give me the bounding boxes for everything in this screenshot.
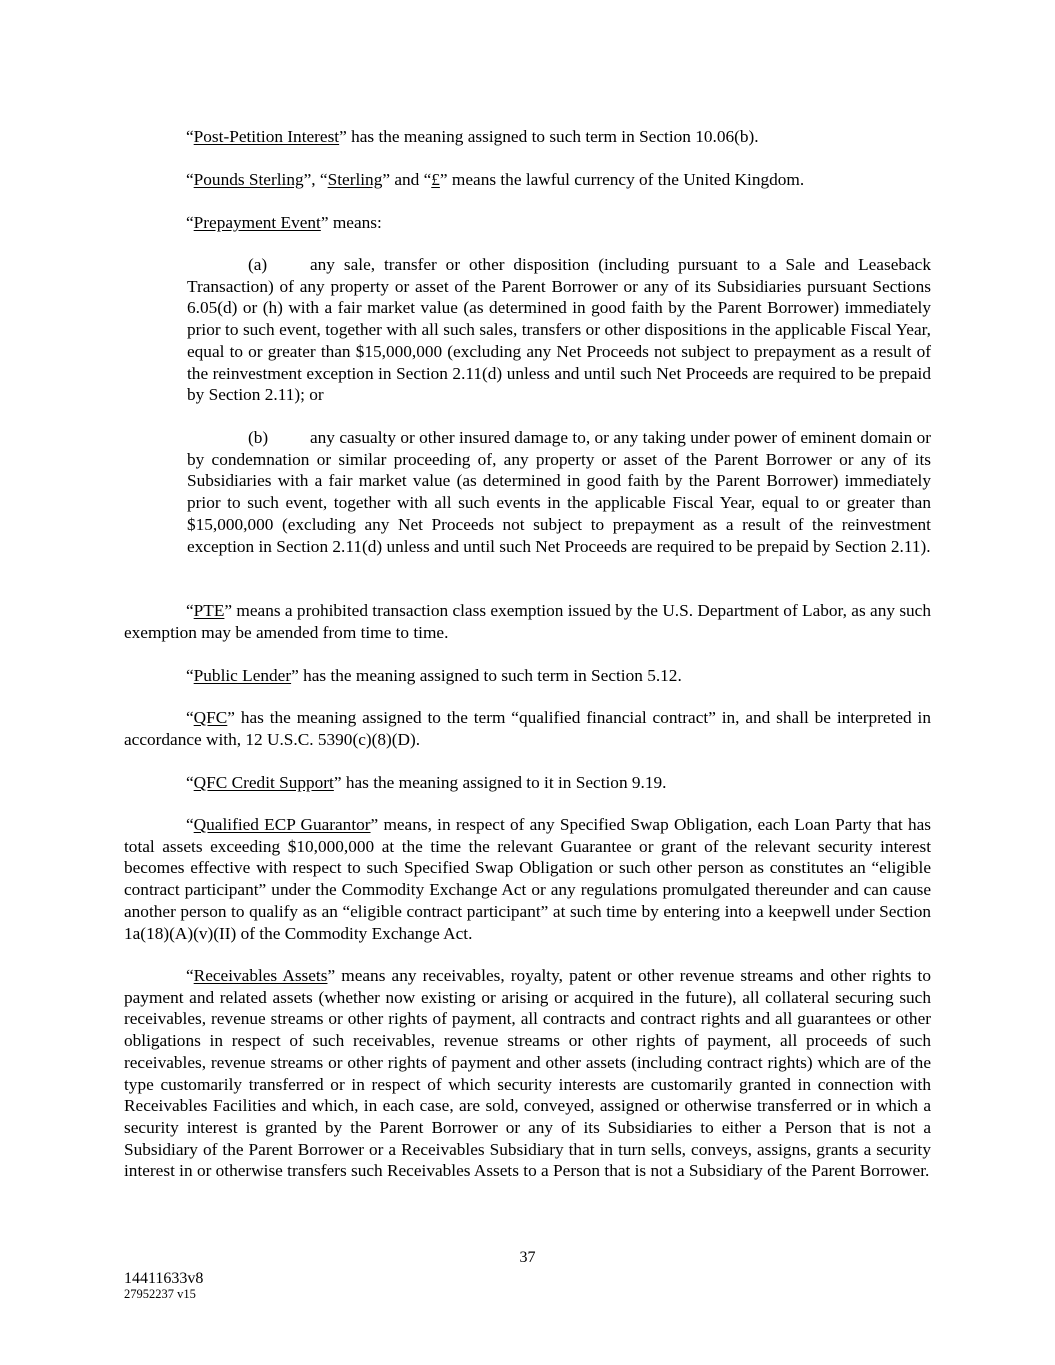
defined-term: Prepayment Event — [193, 213, 321, 232]
defined-term: £ — [431, 170, 440, 189]
prepayment-clause-a: (a) any sale, transfer or other disposition (including pursuant to a Sale and Leaseback Transaction) of any property or asset of the Parent Borrower or any of its Subsidiaries pursuant Sections 6.05(d) or (h) with a fair market value (as determined in good faith by the Parent Borrower) immediately prior to such event, together with all such sales, transfers or other dispositions in the applicable Fiscal Year, equal to or greater than $15,000,000 (excluding any Net Proceeds not subject to prepayment as a result of the reinvestment exception in Section 2.11(d) unless and until such Net Proceeds are required to be prepaid by Section 2.11); or — [187, 255, 931, 405]
definition-qualified-ecp-guarantor: “Qualified ECP Guarantor” means, in respect of any Specified Swap Obligation, each Loan Party that has total assets exceeding $10,000,000 at the time the relevant Guarantee or grant of the relevant security interest becomes effective with respect to such Specified Swap Obligation or such other person as constitutes an “eligible contract participant” under the Commodity Exchange Act or any regulations promulgated thereunder and can cause another person to qualify as an “eligible contract participant” at such time by entering into a keepwell under Section 1a(18)(A)(v)(II) of the Commodity Exchange Act. — [124, 815, 931, 943]
defined-term: Receivables Assets — [193, 966, 328, 985]
defined-term: Pounds Sterling — [193, 170, 304, 189]
definition-qfc: “QFC” has the meaning assigned to the term “qualified financial contract” in, and shall be interpreted in accordance with, 12 U.S.C. 5390(c)(8)(D). — [124, 708, 931, 749]
prepayment-clause-b: (b) any casualty or other insured damage to, or any taking under power of eminent domain or by condemnation or similar proceeding of, any property or asset of the Parent Borrower or any of its Subsidiaries with a fair market value (as determined in good faith by the Parent Borrower) immediately prior to such event, together with all such events in the applicable Fiscal Year, equal to or greater than $15,000,000 (excluding any Net Proceeds not subject to prepayment as a result of the reinvestment exception in Section 2.11(d) unless and until such Net Proceeds are required to be prepaid by Section 2.11). — [187, 428, 931, 556]
defined-term: QFC Credit Support — [193, 773, 334, 792]
definition-public-lender: “Public Lender” has the meaning assigned to such term in Section 5.12. — [186, 666, 682, 685]
defined-term: Public Lender — [193, 666, 292, 685]
clause-label: (a) — [248, 255, 268, 274]
document-id: 14411633v8 — [124, 1270, 204, 1287]
definition-receivables-assets: “Receivables Assets” means any receivables, royalty, patent or other revenue streams and other rights to payment and related assets (whether now existing or arising or acquired in the future), all collateral securing such receivables, revenue streams or other rights of payment, all contracts and contract rights and all guarantees or other obligations in respect of such receivables, revenue streams or other rights of payment, all proceeds of such receivables, revenue streams or other rights of payment and other assets (including contract rights) which are of the type customarily transferred or in respect of which security interests are customarily granted in connection with Receivables Facilities and which, in each case, are sold, conveyed, assigned or otherwise transferred or in which a security interest is granted by the Parent Borrower or any of its Subsidiaries to either a Person that is not a Subsidiary of the Parent Borrower or a Receivables Subsidiary that in turn sells, conveys, assigns, grants a security interest in or otherwise transfers such Receivables Assets to a Person that is not a Subsidiary of the Parent Borrower. — [124, 966, 931, 1181]
defined-term: PTE — [193, 601, 225, 620]
page-number: 37 — [519, 1249, 536, 1266]
defined-term: Qualified ECP Guarantor — [193, 815, 371, 834]
definition-prepayment-event: “Prepayment Event” means: — [186, 213, 382, 232]
defined-term: QFC — [193, 708, 228, 727]
definition-qfc-credit-support: “QFC Credit Support” has the meaning assigned to it in Section 9.19. — [186, 773, 667, 792]
defined-term: Sterling — [327, 170, 383, 189]
clause-label: (b) — [248, 428, 269, 447]
definition-pte: “PTE” means a prohibited transaction class exemption issued by the U.S. Department of Labor, as any such exemption may be amended from time to time. — [124, 601, 931, 642]
defined-term: Post-Petition Interest — [193, 127, 340, 146]
definition-post-petition-interest: “Post-Petition Interest” has the meaning assigned to such term in Section 10.06(b). — [186, 127, 759, 146]
definition-pounds-sterling: “Pounds Sterling”, “Sterling” and “£” means the lawful currency of the United Kingdom. — [186, 170, 805, 189]
document-id-secondary: 27952237 v15 — [124, 1287, 196, 1301]
